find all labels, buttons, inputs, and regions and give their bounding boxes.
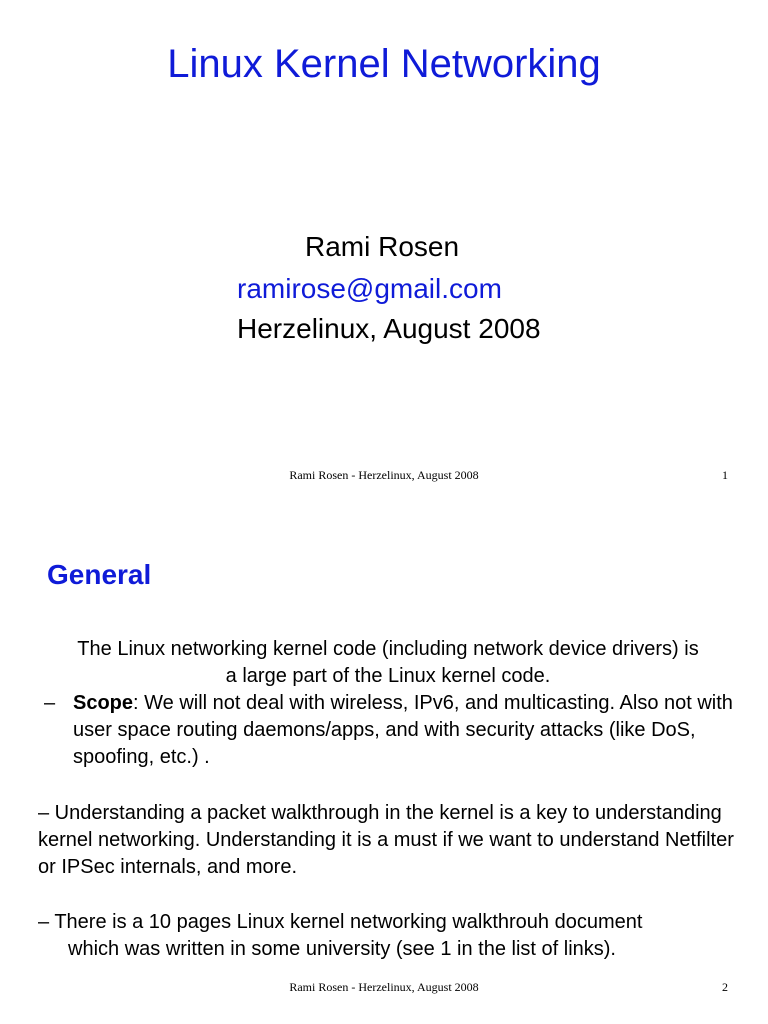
footer-text: Rami Rosen - Herzelinux, August 2008 — [289, 468, 479, 482]
page-number: 1 — [722, 468, 728, 482]
document-paragraph — [38, 909, 738, 963]
slide-1 — [0, 0, 768, 500]
intro-paragraph — [38, 636, 738, 690]
intro-line-2: a large part of the Linux kernel code. — [225, 665, 551, 687]
event-date: Herzelinux, August 2008 — [237, 313, 541, 344]
document-line-2: which was written in some university (see 1 in the list of links). — [68, 938, 616, 960]
scope-label: Scope — [73, 692, 134, 714]
page-number: 2 — [722, 980, 728, 994]
walkthrough-paragraph: – Understanding a packet walkthrough in the kernel is a key to understanding kernel networking. Understanding it is a must if we want to understand Netfilter or IPSec internals, and more. — [38, 802, 734, 878]
footer-text: Rami Rosen - Herzelinux, August 2008 — [289, 980, 479, 994]
author-name: Rami Rosen — [305, 231, 460, 262]
section-heading: General — [47, 559, 152, 590]
slide-title: Linux Kernel Networking — [167, 42, 601, 86]
bullet-dash: – — [44, 692, 56, 714]
scope-bullet-text — [73, 690, 738, 771]
intro-line-1: The Linux networking kernel code (including network device drivers) is — [77, 638, 699, 660]
slide-2 — [0, 520, 768, 1024]
document-line-1: – There is a 10 pages Linux kernel networking walkthrouh document — [38, 911, 643, 933]
author-email-link[interactable]: ramirose@gmail.com — [237, 273, 502, 304]
scope-description: : We will not deal with wireless, IPv6, and multicasting. Also not with user space routing daemons/apps, and with security attacks (like DoS, spoofing, etc.) . — [73, 692, 733, 768]
